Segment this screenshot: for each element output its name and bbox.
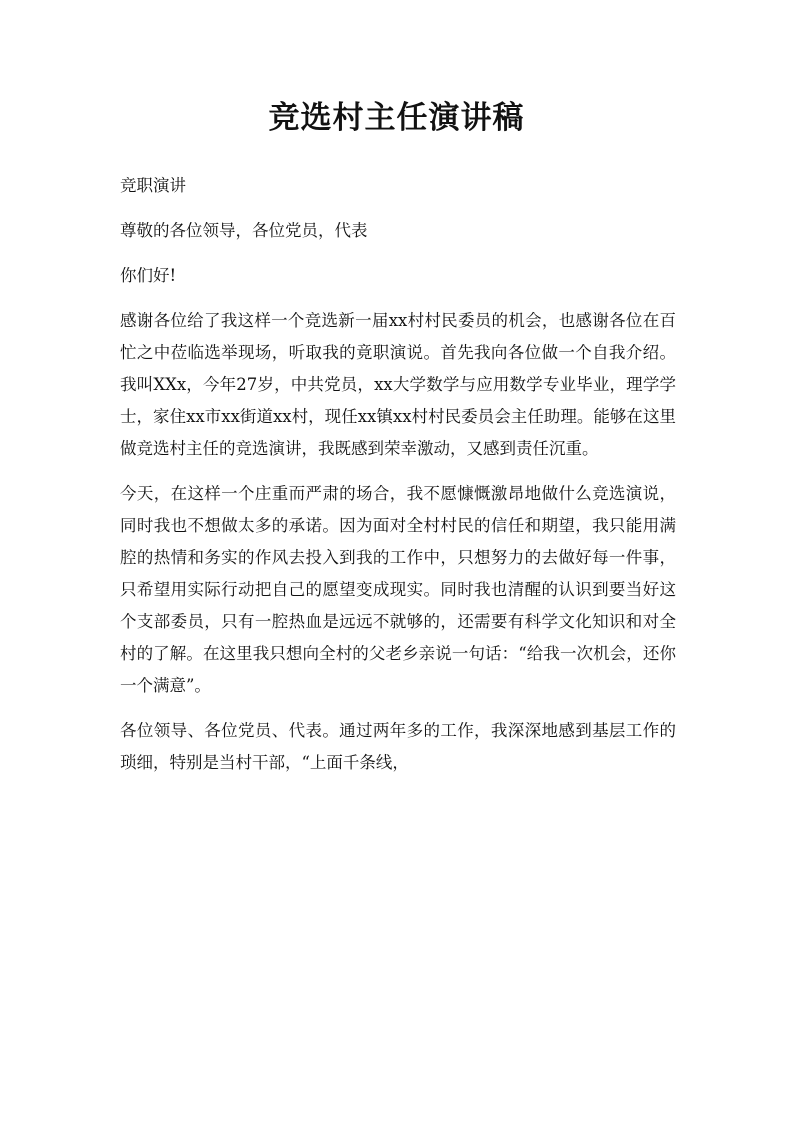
paragraph-salutation: 尊敬的各位领导，各位党员，代表 (120, 221, 368, 240)
paragraph-statement: 今天，在这样一个庄重而严肃的场合，我不愿慷慨激昂地做什么竞选演说，同时我也不想做太多的承诺。因为面对全村村民的信任和期望，我只能用满腔的热情和务实的作风去投入到我的工作中，只想努力的去做好每一件事，只希望用实际行动把自己的愿望变成现实。同时我也清醒的认识到要当好这个支部委员，只有一腔热血是远远不就够的，还需要有科学文化知识和对全村的了解。在这里我只想向全村的父老乡亲说一句话：“给我一次机会，还你一个满意”。 (120, 484, 676, 695)
paragraph-heading: 竞职演讲 (120, 176, 186, 195)
paragraph-introduction: 感谢各位给了我这样一个竞选新一届xx村村民委员的机会，也感谢各位在百忙之中莅临选举现场，听取我的竟职演说。首先我向各位做一个自我介绍。我叫XXx，今年27岁，中共党员，xx大学数学与应用数学专业毕业，理学学士，家住xx市xx街道xx村，现任xx镇xx村村民委员会主任助理。能够在这里做竞选村主任的竞选演讲，我既感到荣幸激动，又感到责任沉重。 (120, 311, 676, 458)
paragraph-experience: 各位领导、各位党员、代表。通过两年多的工作，我深深地感到基层工作的琐细，特别是当村干部，“上面千条线， (120, 721, 676, 772)
document-title: 竞选村主任演讲稿 (268, 100, 525, 136)
paragraph-greeting: 你们好! (120, 266, 177, 285)
document-body (120, 170, 676, 792)
